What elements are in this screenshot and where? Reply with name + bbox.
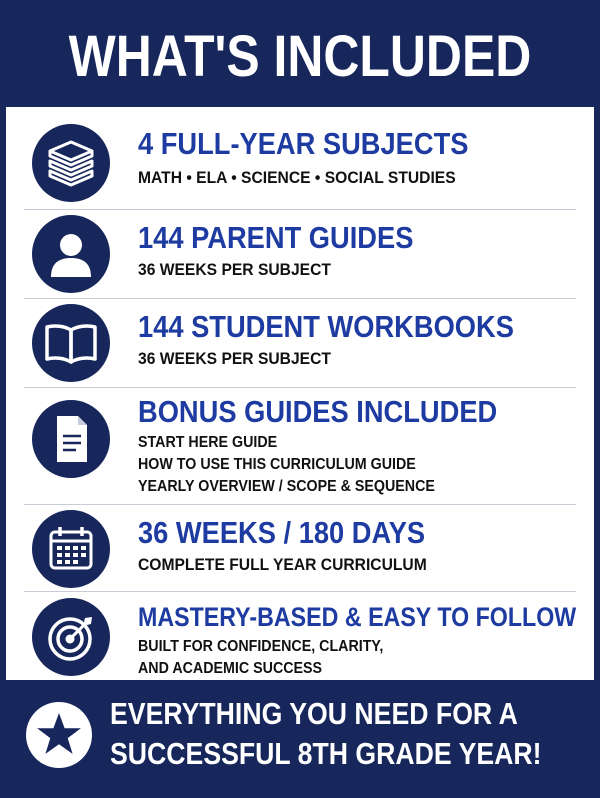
- feature-line: 36 WEEKS PER SUBJECT: [138, 260, 331, 279]
- feature-line: HOW TO USE THIS CURRICULUM GUIDE: [138, 456, 416, 473]
- feature-line: COMPLETE FULL YEAR CURRICULUM: [138, 555, 427, 574]
- page-title: WHAT'S INCLUDED: [68, 24, 532, 89]
- footer-text: [110, 694, 542, 774]
- feature-text: [138, 600, 600, 680]
- feature-title: 144 PARENT GUIDES: [138, 220, 414, 255]
- open-book-icon: [32, 304, 110, 382]
- footer-line: EVERYTHING YOU NEED FOR A: [110, 696, 518, 731]
- feature-text: [138, 309, 565, 370]
- feature-title: MASTERY-BASED & EASY TO FOLLOW: [138, 602, 577, 632]
- feature-text: [138, 515, 464, 576]
- feature-line: YEARLY OVERVIEW / SCOPE & SEQUENCE: [138, 478, 435, 495]
- feature-title: BONUS GUIDES INCLUDED: [138, 394, 498, 429]
- footer-line: SUCCESSFUL 8TH GRADE YEAR!: [110, 736, 542, 771]
- calendar-icon: [32, 510, 110, 588]
- feature-item-student-workbooks: [24, 299, 576, 387]
- feature-line: MATH • ELA • SCIENCE • SOCIAL STUDIES: [138, 168, 456, 187]
- document-icon: [32, 400, 110, 478]
- feature-line: BUILT FOR CONFIDENCE, CLARITY,: [138, 638, 384, 655]
- feature-item-parent-guides: [24, 210, 576, 298]
- feature-item-subjects: [24, 118, 576, 206]
- feature-item-mastery: [24, 592, 576, 684]
- footer-banner: [6, 680, 594, 792]
- feature-title: 36 WEEKS / 180 DAYS: [138, 515, 426, 550]
- header-banner: [6, 6, 594, 107]
- feature-text: [138, 394, 546, 498]
- person-icon: [32, 215, 110, 293]
- feature-title: 144 STUDENT WORKBOOKS: [138, 309, 514, 344]
- feature-line: START HERE GUIDE: [138, 434, 278, 451]
- feature-line: AND ACADEMIC SUCCESS: [138, 660, 323, 677]
- feature-item-weeks-days: [24, 505, 576, 591]
- feature-text: [138, 220, 451, 281]
- feature-item-bonus-guides: [24, 388, 576, 504]
- books-stack-icon: [32, 124, 110, 202]
- feature-text: [138, 126, 513, 189]
- feature-title: 4 FULL-YEAR SUBJECTS: [138, 126, 469, 161]
- feature-line: 36 WEEKS PER SUBJECT: [138, 349, 331, 368]
- target-icon: [32, 598, 110, 676]
- star-icon: [26, 702, 92, 768]
